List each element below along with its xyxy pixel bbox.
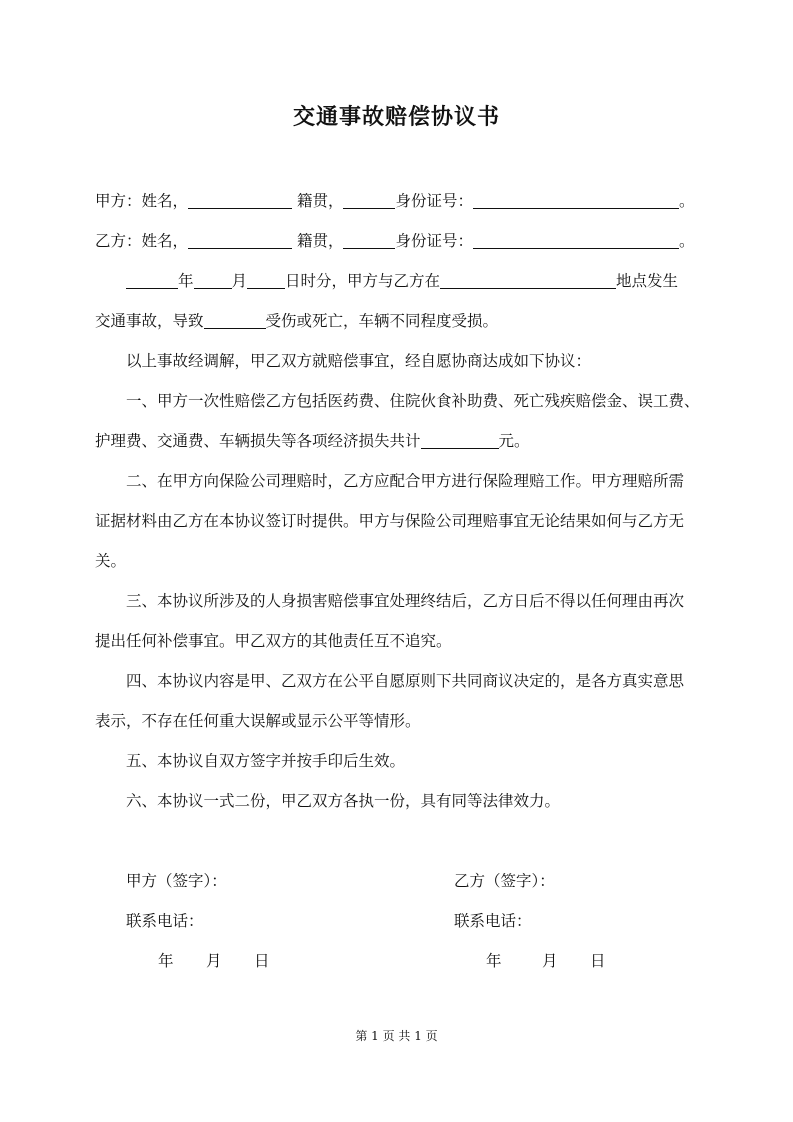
clause-4-line-1: 四、本协议内容是甲、乙双方在公平自愿原则下共同商议决定的，是各方真实意思 xyxy=(126,672,685,690)
accident-injured-blank[interactable] xyxy=(204,312,266,329)
party-a-phone-label: 联系电话： xyxy=(126,912,204,930)
intro-paragraph: 以上事故经调解，甲乙双方就赔偿事宜，经自愿协商达成如下协议： xyxy=(126,352,592,370)
clause-2-line-3: 关。 xyxy=(95,552,127,570)
party-b-name-label: 乙方：姓名， xyxy=(95,232,189,250)
clause-2-line-2: 证据材料由乙方在本协议签订时提供。甲方与保险公司理赔事宜无论结果如何与乙方无 xyxy=(95,512,685,530)
clause-3-line-2: 提出任何补偿事宜。甲乙双方的其他责任互不追究。 xyxy=(95,632,452,650)
accident-place-label: 地点发生 xyxy=(616,272,679,290)
accident-day-blank[interactable] xyxy=(247,272,285,289)
party-b-id-blank[interactable] xyxy=(473,232,679,249)
party-a-native-label: 籍贯， xyxy=(296,192,344,210)
party-b-phone-label: 联系电话： xyxy=(454,912,532,930)
clause-2-line-1: 二、在甲方向保险公司理赔时，乙方应配合甲方进行保险理赔工作。甲方理赔所需 xyxy=(126,472,685,490)
accident-daytime-label: 日时分，甲方与乙方在 xyxy=(285,272,441,290)
party-b-end: 。 xyxy=(678,232,695,250)
party-a-date-day: 日 xyxy=(254,952,270,970)
party-a-name-label: 甲方：姓名， xyxy=(95,192,189,210)
clause-5: 五、本协议自双方签字并按手印后生效。 xyxy=(126,752,406,770)
party-b-line xyxy=(95,231,705,251)
clause-1-text: 护理费、交通费、车辆损失等各项经济损失共计 xyxy=(95,432,421,450)
party-b-signature-label: 乙方（签字）： xyxy=(454,872,555,890)
clause-4-line-2: 表示，不存在任何重大误解或显示公平等情形。 xyxy=(95,712,421,730)
accident-place-blank[interactable] xyxy=(440,272,616,289)
party-a-end: 。 xyxy=(678,192,695,210)
party-b-date-month: 月 xyxy=(542,952,558,970)
compensation-amount-blank[interactable] xyxy=(421,432,499,449)
party-b-date-year: 年 xyxy=(486,952,502,970)
party-a-id-label: 身份证号： xyxy=(395,192,473,210)
party-b-name-blank[interactable] xyxy=(188,232,292,249)
party-a-date-month: 月 xyxy=(206,952,222,970)
accident-month-blank[interactable] xyxy=(194,272,232,289)
accident-month-label: 月 xyxy=(231,272,248,290)
accident-year-blank[interactable] xyxy=(126,272,178,289)
clause-1-line-1: 一、甲方一次性赔偿乙方包括医药费、住院伙食补助费、死亡残疾赔偿金、误工费、 xyxy=(126,392,700,410)
party-b-native-blank[interactable] xyxy=(343,232,395,249)
page-number-footer: 第 1 页 共 1 页 xyxy=(355,1029,438,1043)
clause-1-line-2 xyxy=(95,431,705,451)
party-a-name-blank[interactable] xyxy=(188,192,292,209)
party-b-id-label: 身份证号： xyxy=(395,232,473,250)
clause-1-unit: 元。 xyxy=(498,432,530,450)
party-a-line xyxy=(95,191,705,211)
party-a-date-year: 年 xyxy=(158,952,174,970)
document-title: 交通事故赔偿协议书 xyxy=(292,104,500,130)
party-a-id-blank[interactable] xyxy=(473,192,679,209)
party-b-date-day: 日 xyxy=(590,952,606,970)
accident-cause-label: 交通事故，导致 xyxy=(95,312,204,330)
accident-line-1 xyxy=(126,271,736,291)
accident-year-label: 年 xyxy=(178,272,194,290)
party-a-native-blank[interactable] xyxy=(343,192,395,209)
party-a-signature-label: 甲方（签字）： xyxy=(126,872,227,890)
accident-result-label: 受伤或死亡，车辆不同程度受损。 xyxy=(265,312,499,330)
clause-3-line-1: 三、本协议所涉及的人身损害赔偿事宜处理终结后，乙方日后不得以任何理由再次 xyxy=(126,592,685,610)
party-b-native-label: 籍贯， xyxy=(296,232,344,250)
clause-6: 六、本协议一式二份，甲乙双方各执一份，具有同等法律效力。 xyxy=(126,792,561,810)
accident-line-2 xyxy=(95,311,705,331)
